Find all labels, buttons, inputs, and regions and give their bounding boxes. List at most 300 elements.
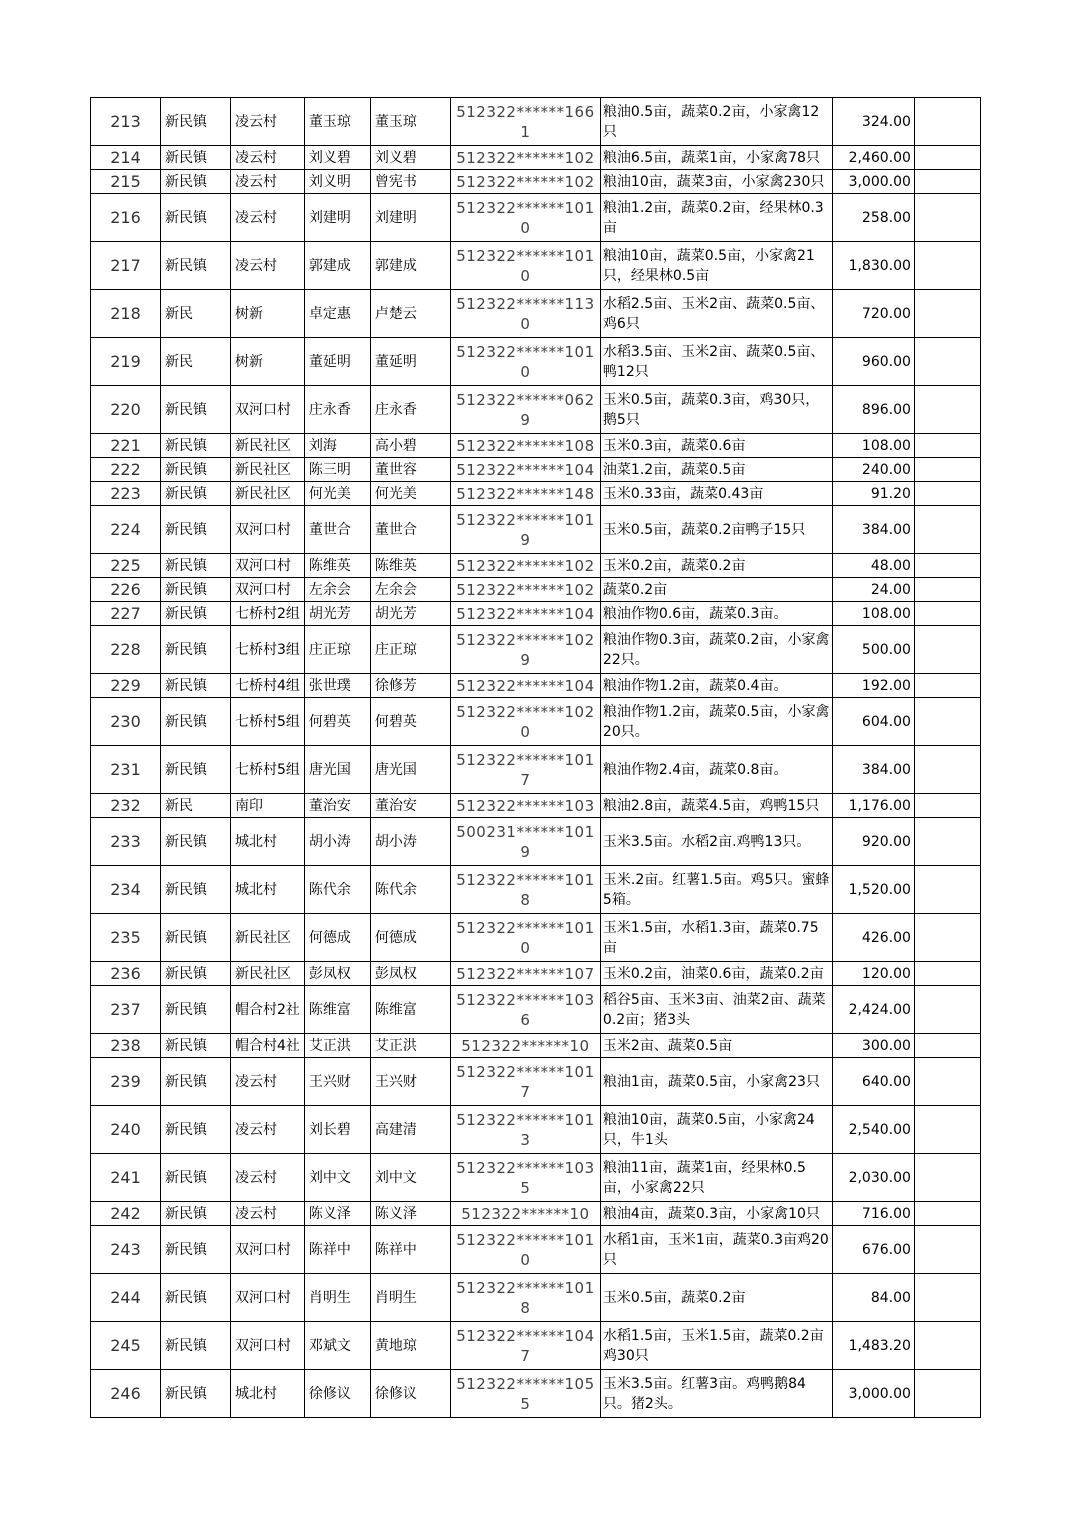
payee-cell: 曾宪书	[370, 170, 450, 194]
remark-cell	[914, 1370, 980, 1418]
household-head-cell: 唐光国	[304, 746, 370, 794]
row-number: 230	[91, 698, 161, 746]
row-number: 245	[91, 1322, 161, 1370]
id-number-cell: 512322******1017	[450, 1058, 600, 1106]
household-head-cell: 肖明生	[304, 1274, 370, 1322]
town-cell: 新民镇	[161, 1322, 231, 1370]
row-number: 226	[91, 578, 161, 602]
id-number-cell: 512322******1047	[450, 1322, 600, 1370]
village-cell: 帽合村4社	[231, 1034, 305, 1058]
town-cell: 新民镇	[161, 1202, 231, 1226]
town-cell: 新民镇	[161, 602, 231, 626]
village-cell: 帽合村2社	[231, 986, 305, 1034]
household-head-cell: 王兴财	[304, 1058, 370, 1106]
id-number-cell: 512322******1661	[450, 98, 600, 146]
village-cell: 七桥村4组	[231, 674, 305, 698]
payee-cell: 胡小涛	[370, 818, 450, 866]
amount-cell: 2,030.00	[832, 1154, 914, 1202]
row-number: 216	[91, 194, 161, 242]
table-row	[91, 962, 981, 986]
planting-breeding-cell: 水稻1亩，玉米1亩，蔬菜0.3亩鸡20只	[600, 1226, 832, 1274]
payee-cell: 董治安	[370, 794, 450, 818]
household-head-cell: 张世璞	[304, 674, 370, 698]
remark-cell	[914, 914, 980, 962]
amount-cell: 500.00	[832, 626, 914, 674]
id-number-cell: 512322******104	[450, 674, 600, 698]
village-cell: 凌云村	[231, 194, 305, 242]
household-head-cell: 董治安	[304, 794, 370, 818]
payee-cell: 刘中文	[370, 1154, 450, 1202]
town-cell: 新民镇	[161, 986, 231, 1034]
amount-cell: 896.00	[832, 386, 914, 434]
table-row	[91, 1058, 981, 1106]
household-head-cell: 陈代余	[304, 866, 370, 914]
payee-cell: 何德成	[370, 914, 450, 962]
household-head-cell: 徐修议	[304, 1370, 370, 1418]
household-head-cell: 董延明	[304, 338, 370, 386]
row-number: 228	[91, 626, 161, 674]
id-number-cell: 512322******1013	[450, 1106, 600, 1154]
payee-cell: 王兴财	[370, 1058, 450, 1106]
village-cell: 凌云村	[231, 146, 305, 170]
amount-cell: 300.00	[832, 1034, 914, 1058]
row-number: 229	[91, 674, 161, 698]
row-number: 241	[91, 1154, 161, 1202]
remark-cell	[914, 866, 980, 914]
town-cell: 新民镇	[161, 914, 231, 962]
planting-breeding-cell: 玉米0.2亩，蔬菜0.2亩	[600, 554, 832, 578]
remark-cell	[914, 338, 980, 386]
town-cell: 新民镇	[161, 1274, 231, 1322]
id-number-cell: 512322******10	[450, 1034, 600, 1058]
amount-cell: 2,424.00	[832, 986, 914, 1034]
row-number: 231	[91, 746, 161, 794]
remark-cell	[914, 986, 980, 1034]
amount-cell: 2,540.00	[832, 1106, 914, 1154]
amount-cell: 384.00	[832, 746, 914, 794]
household-head-cell: 刘建明	[304, 194, 370, 242]
table-row	[91, 578, 981, 602]
amount-cell: 604.00	[832, 698, 914, 746]
household-head-cell: 陈维英	[304, 554, 370, 578]
table-row	[91, 1034, 981, 1058]
amount-cell: 84.00	[832, 1274, 914, 1322]
id-number-cell: 512322******1035	[450, 1154, 600, 1202]
village-cell: 城北村	[231, 1370, 305, 1418]
payee-cell: 陈代余	[370, 866, 450, 914]
remark-cell	[914, 1226, 980, 1274]
id-number-cell: 512322******1018	[450, 1274, 600, 1322]
village-cell: 七桥村2组	[231, 602, 305, 626]
planting-breeding-cell: 玉米0.2亩，油菜0.6亩，蔬菜0.2亩	[600, 962, 832, 986]
town-cell: 新民镇	[161, 146, 231, 170]
row-number: 243	[91, 1226, 161, 1274]
payee-cell: 庄正琼	[370, 626, 450, 674]
remark-cell	[914, 1034, 980, 1058]
amount-cell: 258.00	[832, 194, 914, 242]
village-cell: 双河口村	[231, 578, 305, 602]
table-row	[91, 698, 981, 746]
household-head-cell: 艾正洪	[304, 1034, 370, 1058]
table-row	[91, 506, 981, 554]
village-cell: 双河口村	[231, 554, 305, 578]
amount-cell: 91.20	[832, 482, 914, 506]
table-row	[91, 866, 981, 914]
planting-breeding-cell: 粮油作物0.6亩，蔬菜0.3亩。	[600, 602, 832, 626]
town-cell: 新民	[161, 338, 231, 386]
payee-cell: 何光美	[370, 482, 450, 506]
id-number-cell: 512322******1010	[450, 914, 600, 962]
household-head-cell: 刘海	[304, 434, 370, 458]
household-head-cell: 庄永香	[304, 386, 370, 434]
planting-breeding-cell: 粮油10亩，蔬菜3亩，小家禽230只	[600, 170, 832, 194]
id-number-cell: 512322******102	[450, 146, 600, 170]
table-row	[91, 1322, 981, 1370]
payee-cell: 陈维英	[370, 554, 450, 578]
village-cell: 七桥村5组	[231, 698, 305, 746]
town-cell: 新民镇	[161, 506, 231, 554]
planting-breeding-cell: 粮油作物1.2亩，蔬菜0.4亩。	[600, 674, 832, 698]
id-number-cell: 512322******103	[450, 794, 600, 818]
remark-cell	[914, 98, 980, 146]
remark-cell	[914, 698, 980, 746]
planting-breeding-cell: 粮油2.8亩，蔬菜4.5亩，鸡鸭15只	[600, 794, 832, 818]
town-cell: 新民镇	[161, 98, 231, 146]
household-head-cell: 彭凤权	[304, 962, 370, 986]
village-cell: 凌云村	[231, 98, 305, 146]
town-cell: 新民镇	[161, 818, 231, 866]
row-number: 232	[91, 794, 161, 818]
planting-breeding-cell: 玉米3.5亩。红薯3亩。鸡鸭鹅84只。猪2头。	[600, 1370, 832, 1418]
payee-cell: 陈祥中	[370, 1226, 450, 1274]
town-cell: 新民镇	[161, 458, 231, 482]
planting-breeding-cell: 玉米3.5亩。水稻2亩.鸡鸭13只。	[600, 818, 832, 866]
amount-cell: 716.00	[832, 1202, 914, 1226]
row-number: 234	[91, 866, 161, 914]
village-cell: 城北村	[231, 818, 305, 866]
row-number: 220	[91, 386, 161, 434]
amount-cell: 192.00	[832, 674, 914, 698]
id-number-cell: 512322******107	[450, 962, 600, 986]
row-number: 224	[91, 506, 161, 554]
row-number: 227	[91, 602, 161, 626]
town-cell: 新民镇	[161, 578, 231, 602]
town-cell: 新民镇	[161, 1106, 231, 1154]
planting-breeding-cell: 玉米0.5亩，蔬菜0.2亩	[600, 1274, 832, 1322]
row-number: 233	[91, 818, 161, 866]
row-number: 242	[91, 1202, 161, 1226]
amount-cell: 960.00	[832, 338, 914, 386]
household-head-cell: 陈祥中	[304, 1226, 370, 1274]
row-number: 238	[91, 1034, 161, 1058]
amount-cell: 384.00	[832, 506, 914, 554]
village-cell: 双河口村	[231, 506, 305, 554]
table-row	[91, 170, 981, 194]
planting-breeding-cell: 粮油4亩，蔬菜0.3亩，小家禽10只	[600, 1202, 832, 1226]
planting-breeding-cell: 玉米0.5亩，蔬菜0.2亩鸭子15只	[600, 506, 832, 554]
table-row	[91, 98, 981, 146]
remark-cell	[914, 1202, 980, 1226]
planting-breeding-cell: 粮油0.5亩，蔬菜0.2亩，小家禽12只	[600, 98, 832, 146]
household-head-cell: 何碧英	[304, 698, 370, 746]
amount-cell: 426.00	[832, 914, 914, 962]
table-row	[91, 1370, 981, 1418]
town-cell: 新民镇	[161, 194, 231, 242]
village-cell: 凌云村	[231, 1058, 305, 1106]
row-number: 217	[91, 242, 161, 290]
household-head-cell: 刘中文	[304, 1154, 370, 1202]
payee-cell: 艾正洪	[370, 1034, 450, 1058]
village-cell: 新民社区	[231, 482, 305, 506]
table-row	[91, 818, 981, 866]
subsidy-table	[90, 97, 981, 1418]
household-head-cell: 董玉琼	[304, 98, 370, 146]
town-cell: 新民镇	[161, 242, 231, 290]
table-row	[91, 194, 981, 242]
id-number-cell: 512322******104	[450, 458, 600, 482]
amount-cell: 1,520.00	[832, 866, 914, 914]
table-row	[91, 482, 981, 506]
payee-cell: 唐光国	[370, 746, 450, 794]
amount-cell: 24.00	[832, 578, 914, 602]
id-number-cell: 512322******10	[450, 1202, 600, 1226]
table-row	[91, 242, 981, 290]
table-row	[91, 338, 981, 386]
town-cell: 新民镇	[161, 674, 231, 698]
remark-cell	[914, 626, 980, 674]
household-head-cell: 卓定惠	[304, 290, 370, 338]
amount-cell: 720.00	[832, 290, 914, 338]
remark-cell	[914, 674, 980, 698]
town-cell: 新民	[161, 290, 231, 338]
remark-cell	[914, 482, 980, 506]
household-head-cell: 庄正琼	[304, 626, 370, 674]
id-number-cell: 512322******1055	[450, 1370, 600, 1418]
payee-cell: 肖明生	[370, 1274, 450, 1322]
village-cell: 凌云村	[231, 1106, 305, 1154]
table-row	[91, 674, 981, 698]
household-head-cell: 郭建成	[304, 242, 370, 290]
row-number: 221	[91, 434, 161, 458]
remark-cell	[914, 962, 980, 986]
amount-cell: 324.00	[832, 98, 914, 146]
household-head-cell: 陈三明	[304, 458, 370, 482]
village-cell: 双河口村	[231, 1322, 305, 1370]
payee-cell: 陈义泽	[370, 1202, 450, 1226]
remark-cell	[914, 1106, 980, 1154]
id-number-cell: 512322******1029	[450, 626, 600, 674]
remark-cell	[914, 290, 980, 338]
table-row	[91, 1154, 981, 1202]
planting-breeding-cell: 粮油11亩，蔬菜1亩，经果林0.5亩，小家禽22只	[600, 1154, 832, 1202]
town-cell: 新民	[161, 794, 231, 818]
payee-cell: 庄永香	[370, 386, 450, 434]
village-cell: 南印	[231, 794, 305, 818]
village-cell: 凌云村	[231, 1202, 305, 1226]
planting-breeding-cell: 粮油作物2.4亩，蔬菜0.8亩。	[600, 746, 832, 794]
town-cell: 新民镇	[161, 554, 231, 578]
planting-breeding-cell: 粮油1.2亩，蔬菜0.2亩，经果林0.3亩	[600, 194, 832, 242]
planting-breeding-cell: 粮油10亩，蔬菜0.5亩，小家禽21只，经果林0.5亩	[600, 242, 832, 290]
remark-cell	[914, 458, 980, 482]
table-row	[91, 914, 981, 962]
payee-cell: 胡光芳	[370, 602, 450, 626]
payee-cell: 董世容	[370, 458, 450, 482]
planting-breeding-cell: 玉米0.5亩，蔬菜0.3亩，鸡30只，鹅5只	[600, 386, 832, 434]
id-number-cell: 512322******1010	[450, 194, 600, 242]
amount-cell: 48.00	[832, 554, 914, 578]
household-head-cell: 刘义碧	[304, 146, 370, 170]
payee-cell: 刘义碧	[370, 146, 450, 170]
village-cell: 双河口村	[231, 386, 305, 434]
village-cell: 新民社区	[231, 962, 305, 986]
payee-cell: 彭凤权	[370, 962, 450, 986]
id-number-cell: 512322******1018	[450, 866, 600, 914]
remark-cell	[914, 1322, 980, 1370]
town-cell: 新民镇	[161, 962, 231, 986]
household-head-cell: 刘义明	[304, 170, 370, 194]
village-cell: 树新	[231, 338, 305, 386]
payee-cell: 郭建成	[370, 242, 450, 290]
village-cell: 七桥村5组	[231, 746, 305, 794]
village-cell: 双河口村	[231, 1274, 305, 1322]
payee-cell: 高小碧	[370, 434, 450, 458]
table-row	[91, 1226, 981, 1274]
planting-breeding-cell: 粮油10亩，蔬菜0.5亩，小家禽24只，牛1头	[600, 1106, 832, 1154]
row-number: 237	[91, 986, 161, 1034]
remark-cell	[914, 386, 980, 434]
remark-cell	[914, 1154, 980, 1202]
row-number: 246	[91, 1370, 161, 1418]
village-cell: 七桥村3组	[231, 626, 305, 674]
id-number-cell: 512322******102	[450, 578, 600, 602]
amount-cell: 3,000.00	[832, 1370, 914, 1418]
row-number: 240	[91, 1106, 161, 1154]
payee-cell: 陈维富	[370, 986, 450, 1034]
village-cell: 树新	[231, 290, 305, 338]
planting-breeding-cell: 油菜1.2亩，蔬菜0.5亩	[600, 458, 832, 482]
payee-cell: 何碧英	[370, 698, 450, 746]
id-number-cell: 512322******0629	[450, 386, 600, 434]
planting-breeding-cell: 蔬菜0.2亩	[600, 578, 832, 602]
row-number: 215	[91, 170, 161, 194]
table-row	[91, 626, 981, 674]
payee-cell: 徐修芳	[370, 674, 450, 698]
town-cell: 新民镇	[161, 866, 231, 914]
payee-cell: 徐修议	[370, 1370, 450, 1418]
table-row	[91, 1202, 981, 1226]
payee-cell: 高建清	[370, 1106, 450, 1154]
household-head-cell: 董世合	[304, 506, 370, 554]
id-number-cell: 512322******1010	[450, 242, 600, 290]
town-cell: 新民镇	[161, 626, 231, 674]
id-number-cell: 512322******102	[450, 170, 600, 194]
payee-cell: 董世合	[370, 506, 450, 554]
remark-cell	[914, 746, 980, 794]
table-row	[91, 458, 981, 482]
id-number-cell: 512322******1036	[450, 986, 600, 1034]
planting-breeding-cell: 水稻3.5亩、玉米2亩、蔬菜0.5亩、鸭12只	[600, 338, 832, 386]
id-number-cell: 512322******1017	[450, 746, 600, 794]
id-number-cell: 512322******102	[450, 554, 600, 578]
remark-cell	[914, 242, 980, 290]
id-number-cell: 512322******108	[450, 434, 600, 458]
amount-cell: 1,830.00	[832, 242, 914, 290]
household-head-cell: 刘长碧	[304, 1106, 370, 1154]
remark-cell	[914, 146, 980, 170]
row-number: 218	[91, 290, 161, 338]
town-cell: 新民镇	[161, 482, 231, 506]
remark-cell	[914, 194, 980, 242]
village-cell: 新民社区	[231, 434, 305, 458]
planting-breeding-cell: 粮油作物0.3亩，蔬菜0.2亩，小家禽22只。	[600, 626, 832, 674]
row-number: 225	[91, 554, 161, 578]
id-number-cell: 500231******1019	[450, 818, 600, 866]
village-cell: 凌云村	[231, 242, 305, 290]
household-head-cell: 邓斌文	[304, 1322, 370, 1370]
town-cell: 新民镇	[161, 386, 231, 434]
planting-breeding-cell: 玉米0.3亩，蔬菜0.6亩	[600, 434, 832, 458]
town-cell: 新民镇	[161, 434, 231, 458]
planting-breeding-cell: 粮油1亩，蔬菜0.5亩，小家禽23只	[600, 1058, 832, 1106]
table-body	[91, 98, 981, 1418]
town-cell: 新民镇	[161, 1058, 231, 1106]
payee-cell: 董延明	[370, 338, 450, 386]
table-row	[91, 434, 981, 458]
row-number: 235	[91, 914, 161, 962]
planting-breeding-cell: 玉米0.33亩，蔬菜0.43亩	[600, 482, 832, 506]
payee-cell: 刘建明	[370, 194, 450, 242]
id-number-cell: 512322******148	[450, 482, 600, 506]
town-cell: 新民镇	[161, 698, 231, 746]
payee-cell: 卢楚云	[370, 290, 450, 338]
amount-cell: 640.00	[832, 1058, 914, 1106]
amount-cell: 1,176.00	[832, 794, 914, 818]
payee-cell: 黄地琼	[370, 1322, 450, 1370]
village-cell: 凌云村	[231, 1154, 305, 1202]
village-cell: 城北村	[231, 866, 305, 914]
table-row	[91, 386, 981, 434]
table-row	[91, 602, 981, 626]
table-row	[91, 290, 981, 338]
remark-cell	[914, 554, 980, 578]
payee-cell: 董玉琼	[370, 98, 450, 146]
row-number: 244	[91, 1274, 161, 1322]
town-cell: 新民镇	[161, 1370, 231, 1418]
planting-breeding-cell: 水稻2.5亩、玉米2亩、蔬菜0.5亩、鸡6只	[600, 290, 832, 338]
table-row	[91, 794, 981, 818]
table-row	[91, 746, 981, 794]
planting-breeding-cell: 稻谷5亩、玉米3亩、油菜2亩、蔬菜0.2亩；猪3头	[600, 986, 832, 1034]
table-row	[91, 986, 981, 1034]
table-row	[91, 146, 981, 170]
village-cell: 新民社区	[231, 458, 305, 482]
remark-cell	[914, 1058, 980, 1106]
village-cell: 新民社区	[231, 914, 305, 962]
planting-breeding-cell: 玉米2亩、蔬菜0.5亩	[600, 1034, 832, 1058]
amount-cell: 120.00	[832, 962, 914, 986]
town-cell: 新民镇	[161, 1226, 231, 1274]
id-number-cell: 512322******1130	[450, 290, 600, 338]
planting-breeding-cell: 粮油6.5亩，蔬菜1亩，小家禽78只	[600, 146, 832, 170]
amount-cell: 240.00	[832, 458, 914, 482]
planting-breeding-cell: 玉米1.5亩，水稻1.3亩，蔬菜0.75亩	[600, 914, 832, 962]
remark-cell	[914, 506, 980, 554]
id-number-cell: 512322******1019	[450, 506, 600, 554]
household-head-cell: 胡光芳	[304, 602, 370, 626]
remark-cell	[914, 818, 980, 866]
table-row	[91, 554, 981, 578]
